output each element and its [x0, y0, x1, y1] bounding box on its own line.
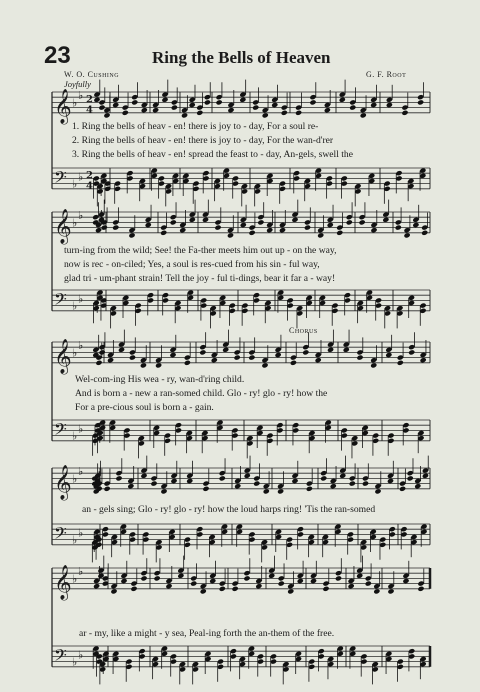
- note-head: [290, 360, 297, 366]
- treble-clef: 𝄞: [54, 564, 72, 600]
- note-head: [219, 475, 226, 481]
- tempo-marking: Joyfully: [64, 79, 91, 89]
- note-head: [322, 586, 329, 592]
- note-head: [209, 578, 216, 584]
- hymn-title: Ring the Bells of Heaven: [152, 48, 331, 67]
- bass-clef: 𝄢: [54, 644, 67, 669]
- note-head: [277, 488, 284, 494]
- bass-clef: 𝄢: [54, 522, 67, 547]
- note-head: [420, 357, 427, 363]
- flat-sign: ♭: [78, 89, 84, 103]
- note-head: [104, 486, 111, 492]
- note-head: [327, 222, 334, 228]
- note-head: [171, 105, 178, 111]
- note-head: [370, 227, 377, 233]
- note-head: [309, 99, 316, 105]
- flat-sign: ♭: [78, 339, 84, 353]
- note-head: [243, 575, 250, 581]
- note-head: [155, 362, 162, 368]
- flat-sign: ♭: [72, 533, 78, 547]
- note-head: [304, 225, 311, 231]
- treble-clef: 𝄞: [54, 338, 72, 374]
- note-head: [160, 230, 167, 236]
- note-head: [118, 347, 125, 353]
- note-head: [177, 573, 184, 579]
- flat-sign: ♭: [72, 216, 78, 230]
- note-head: [291, 478, 298, 484]
- lyric-line: Wel-com-ing His wea - ry, wan-d'ring child.: [75, 374, 245, 385]
- note-head: [145, 222, 152, 228]
- note-head: [374, 488, 381, 494]
- note-head: [360, 112, 367, 118]
- note-head: [327, 347, 334, 353]
- flat-sign: ♭: [78, 292, 84, 306]
- note-head: [227, 232, 234, 238]
- note-head: [417, 586, 424, 592]
- note-head: [385, 352, 392, 358]
- flat-sign: ♭: [72, 346, 78, 360]
- note-head: [386, 102, 393, 108]
- note-head: [291, 217, 298, 223]
- flat-sign: ♭: [72, 299, 78, 313]
- note-head: [266, 227, 273, 233]
- note-head: [211, 357, 218, 363]
- flat-sign: ♭: [72, 177, 78, 191]
- note-head: [261, 362, 268, 368]
- note-head: [417, 99, 424, 105]
- treble-clef: 𝄞: [54, 88, 72, 124]
- note-head: [281, 110, 288, 116]
- note-head: [373, 588, 380, 594]
- lyric-line: glad tri - um-phant strain! Tell the joy - ful ti-dings, bear it far a - way!: [64, 273, 336, 284]
- note-head: [127, 483, 134, 489]
- note-head: [399, 486, 406, 492]
- note-head: [421, 230, 428, 236]
- note-head: [120, 578, 127, 584]
- lyric-line: 1. Ring the bells of heav - en! there is joy to - day, For a soul re-: [72, 121, 319, 132]
- note-head: [189, 217, 196, 223]
- note-head: [128, 232, 135, 238]
- note-head: [160, 488, 167, 494]
- note-head: [302, 349, 309, 355]
- note-head: [306, 486, 313, 492]
- note-head: [140, 473, 147, 479]
- note-head: [348, 583, 355, 589]
- flat-sign: ♭: [72, 96, 78, 110]
- note-head: [232, 586, 239, 592]
- note-head: [131, 99, 138, 105]
- note-head: [339, 97, 346, 103]
- note-head: [317, 232, 324, 238]
- flat-sign: ♭: [72, 429, 78, 443]
- note-head: [234, 483, 241, 489]
- note-head: [370, 362, 377, 368]
- lyric-line: an - gels sing; Glo - ry! glo - ry! how the loud harps ring! 'Tis the ran-somed: [82, 504, 376, 515]
- note-head: [130, 586, 137, 592]
- note-head: [279, 227, 286, 233]
- note-head: [112, 225, 119, 231]
- note-head: [234, 355, 241, 361]
- note-head: [101, 225, 108, 231]
- note-head: [95, 227, 102, 233]
- note-head: [184, 360, 191, 366]
- note-head: [249, 230, 256, 236]
- note-head: [404, 232, 411, 238]
- note-head: [199, 349, 206, 355]
- note-head: [161, 97, 168, 103]
- note-head: [402, 578, 409, 584]
- note-head: [365, 581, 372, 587]
- time-signature: 2: [86, 94, 93, 106]
- note-head: [275, 352, 282, 358]
- note-head: [262, 112, 269, 118]
- note-head: [227, 107, 234, 113]
- note-head: [200, 588, 207, 594]
- note-head: [320, 475, 327, 481]
- lyric-line: 2. Ring the bells of heav - en! there is joy to - day, For the wan-d'rer: [72, 135, 334, 146]
- note-head: [169, 352, 176, 358]
- note-head: [204, 99, 211, 105]
- note-head: [414, 483, 421, 489]
- note-head: [287, 588, 294, 594]
- note-head: [335, 575, 342, 581]
- note-head: [268, 573, 275, 579]
- note-head: [407, 475, 414, 481]
- bass-clef: 𝄢: [54, 288, 67, 313]
- note-head: [349, 105, 356, 111]
- time-signature: 4: [86, 180, 93, 192]
- note-head: [93, 583, 100, 589]
- note-head: [189, 102, 196, 108]
- note-head: [255, 583, 262, 589]
- note-head: [107, 357, 114, 363]
- note-head: [181, 112, 188, 118]
- note-head: [112, 102, 119, 108]
- note-head: [222, 347, 229, 353]
- note-head: [397, 360, 404, 366]
- note-head: [263, 488, 270, 494]
- lyric-line: 3. Ring the bells of heav - en! spread the feast to - day, An-gels, swell the: [72, 149, 353, 160]
- note-head: [359, 219, 366, 225]
- note-head: [324, 107, 331, 113]
- note-head: [239, 97, 246, 103]
- note-head: [278, 581, 285, 587]
- flat-sign: ♭: [78, 209, 84, 223]
- note-head: [349, 481, 356, 487]
- treble-clef: 𝄞: [54, 464, 72, 500]
- flat-sign: ♭: [72, 472, 78, 486]
- flat-sign: ♭: [78, 422, 84, 436]
- lyricist-credit: W. O. Cushing: [64, 70, 120, 79]
- note-head: [362, 481, 369, 487]
- note-head: [253, 481, 260, 487]
- note-head: [122, 110, 129, 116]
- note-head: [99, 349, 106, 355]
- note-head: [387, 588, 394, 594]
- note-head: [95, 360, 102, 366]
- note-head: [170, 478, 177, 484]
- lyric-line: ar - my, like a might - y sea, Peal-ing forth the an-them of the free.: [79, 628, 335, 639]
- note-head: [140, 362, 147, 368]
- note-head: [152, 107, 159, 113]
- lyric-line: And is born a - new a ran-somed child. Glo - ry! glo - ry! how the: [75, 388, 328, 399]
- note-head: [103, 112, 110, 118]
- flat-sign: ♭: [72, 655, 78, 669]
- note-head: [252, 105, 259, 111]
- note-head: [165, 583, 172, 589]
- note-head: [240, 222, 247, 228]
- time-signature: 4: [86, 104, 93, 116]
- note-head: [387, 478, 394, 484]
- note-head: [382, 217, 389, 223]
- treble-clef: 𝄞: [54, 208, 72, 244]
- note-head: [141, 107, 148, 113]
- note-head: [110, 588, 117, 594]
- note-head: [202, 217, 209, 223]
- note-head: [412, 222, 419, 228]
- hymn-number: 23: [44, 42, 71, 69]
- note-head: [190, 581, 197, 587]
- note-head: [339, 473, 346, 479]
- note-head: [219, 586, 226, 592]
- note-head: [196, 110, 203, 116]
- flat-sign: ♭: [72, 572, 78, 586]
- note-head: [154, 575, 161, 581]
- note-head: [216, 99, 223, 105]
- note-head: [140, 575, 147, 581]
- flat-sign: ♭: [78, 465, 84, 479]
- note-head: [271, 102, 278, 108]
- note-head: [186, 478, 193, 484]
- note-head: [343, 347, 350, 353]
- note-head: [395, 225, 402, 231]
- note-head: [129, 355, 136, 361]
- bass-clef: 𝄢: [54, 166, 67, 191]
- note-head: [356, 573, 363, 579]
- note-head: [150, 481, 157, 487]
- note-head: [370, 102, 377, 108]
- note-head: [315, 357, 322, 363]
- chorus-label: Chorus: [289, 326, 318, 335]
- note-head: [356, 355, 363, 361]
- composer-credit: G. F. Root: [366, 70, 407, 79]
- time-signature: 2: [86, 170, 93, 182]
- note-head: [297, 578, 304, 584]
- flat-sign: ♭: [78, 526, 84, 540]
- note-head: [244, 473, 251, 479]
- note-head: [422, 473, 429, 479]
- note-head: [115, 475, 122, 481]
- flat-sign: ♭: [78, 648, 84, 662]
- note-head: [257, 219, 264, 225]
- note-head: [248, 355, 255, 361]
- note-head: [336, 230, 343, 236]
- bass-clef: 𝄢: [54, 418, 67, 443]
- note-head: [179, 227, 186, 233]
- note-head: [310, 578, 317, 584]
- note-head: [170, 219, 177, 225]
- note-head: [408, 349, 415, 355]
- lyric-line: now is rec - on-ciled; Yes, a soul is res-cued from his sin - ful way,: [64, 259, 320, 270]
- note-head: [202, 486, 209, 492]
- note-head: [214, 225, 221, 231]
- note-head: [346, 219, 353, 225]
- flat-sign: ♭: [78, 170, 84, 184]
- lyric-line: turn-ing from the wild; See! the Fa-ther meets him out up - on the way,: [64, 245, 337, 256]
- note-head: [401, 110, 408, 116]
- note-head: [295, 110, 302, 116]
- lyric-line: For a pre-cious soul is born a - gain.: [75, 402, 214, 413]
- flat-sign: ♭: [78, 565, 84, 579]
- note-head: [330, 483, 337, 489]
